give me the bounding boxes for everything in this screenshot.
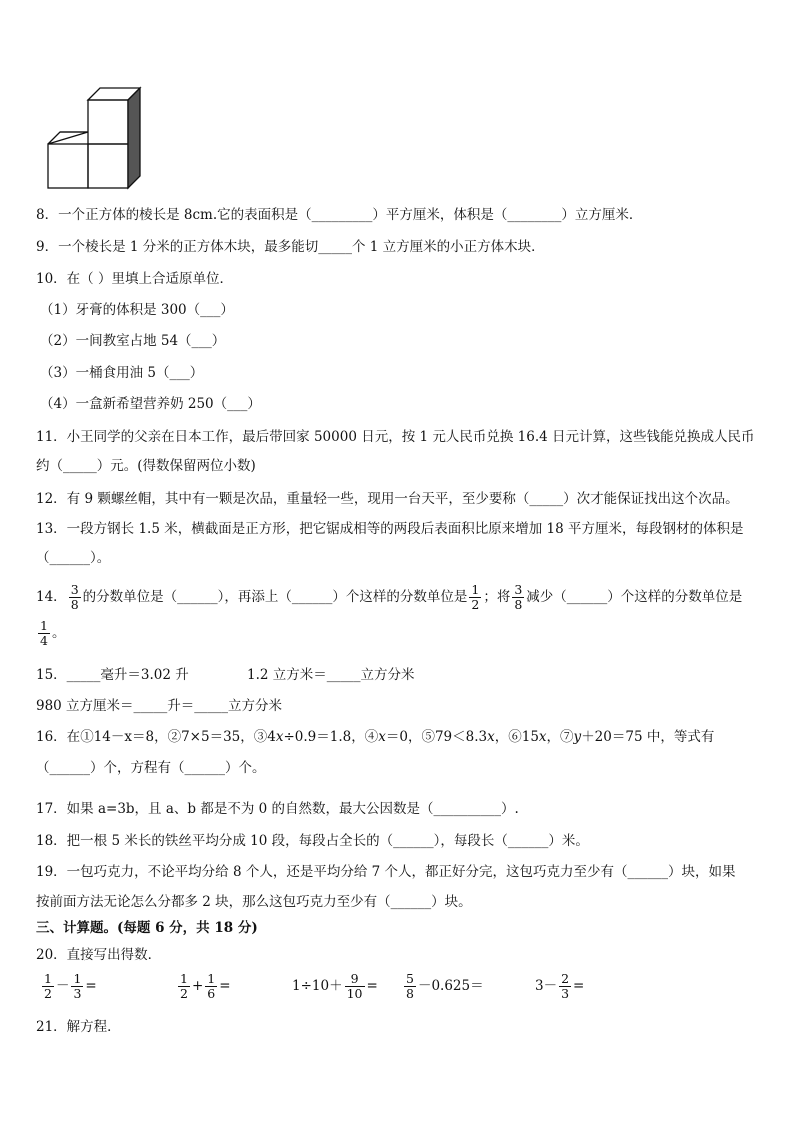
question-16-line1 <box>36 728 714 746</box>
q16-eq5 <box>421 729 508 745</box>
question-10-3: （3）一桶食用油 5（___） <box>40 365 204 381</box>
calc-3 <box>292 972 378 1001</box>
question-10: 10．在（ ）里填上合适原单位． <box>36 271 233 287</box>
q16-eq7-a: ⑦ <box>560 729 574 745</box>
calc-3-eq: = <box>366 978 378 994</box>
question-20: 20．直接写出得数． <box>36 947 162 963</box>
q14-text4: 。 <box>51 625 66 641</box>
question-15-c: 980 立方厘米＝_____升＝_____立方分米 <box>36 698 283 714</box>
q16-eq6-x: x <box>538 729 547 745</box>
question-13-line2: （______）。 <box>36 550 111 566</box>
question-11-line1: 11．小王同学的父亲在日本工作，最后带回家 50000 日元，按 1 元人民币兑换 16.4 日元计算，这些钱能兑换成人民币 <box>36 429 755 445</box>
q16-eq3-x: x <box>275 729 284 745</box>
calc-2-frac-b: $\frac{1}{6}$ <box>207 971 216 1001</box>
calc-5-frac: $\frac{2}{3}$ <box>561 971 570 1001</box>
q16-eq7 <box>560 729 714 745</box>
calc-1-op: － <box>55 978 70 994</box>
q14-text2: ；将 <box>483 589 511 605</box>
fraction-1-2: $\frac{1}{2}$ <box>471 582 480 612</box>
q16-eq1: ①14－x＝8， <box>80 729 168 745</box>
calc-5-eq: = <box>573 978 585 994</box>
q16-eq7-y: y <box>573 729 582 745</box>
calc-2-eq: = <box>219 978 231 994</box>
calc-1 <box>40 972 97 1001</box>
calc-2-frac-a: $\frac{1}{2}$ <box>180 971 188 1001</box>
calc-1-eq: = <box>85 978 97 994</box>
q16-eq4 <box>365 729 422 745</box>
q16-eq3-b: ÷0.9＝1.8， <box>283 729 365 745</box>
fraction-3-8-b: $\frac{3}{8}$ <box>514 582 523 612</box>
cube-stack-figure <box>44 82 144 192</box>
q16-prefix: 16．在 <box>36 729 81 745</box>
q16-eq4-a: ④ <box>364 729 379 745</box>
question-13-line1: 13．一段方钢长 1.5 米，横截面是正方形，把它锯成相等的两段后表面积比原来增加 18 平方厘米，每段钢材的体积是 <box>36 521 744 537</box>
q16-eq6-b: ， <box>546 729 561 745</box>
q16-eq5-b: ， <box>494 729 509 745</box>
question-10-2: （2）一间教室占地 54（___） <box>40 333 226 349</box>
question-14-line2 <box>36 618 65 648</box>
question-8: 8．一个正方体的棱长是 8cm.它的表面积是（_________）平方厘米，体积是（________）立方厘米． <box>36 207 643 223</box>
q16-eq3 <box>254 729 365 745</box>
question-17: 17．如果 a=3b，且 a、b 都是不为 0 的自然数，最大公因数是（__________）. <box>36 801 519 817</box>
calc-5-pre: 3－ <box>535 978 558 994</box>
q16-eq4-x: x <box>378 729 386 745</box>
calc-4-frac: $\frac{5}{8}$ <box>406 971 414 1001</box>
q16-eq5-a: ⑤79＜8.3 <box>421 729 488 745</box>
question-15-a: 15．_____毫升＝3.02 升 <box>36 667 189 683</box>
calc-2-op: + <box>191 978 204 994</box>
calc-2 <box>176 972 231 1001</box>
question-10-4: （4）一盒新希望营养奶 250（___） <box>40 396 261 412</box>
q16-eq6-a: ⑥15 <box>508 729 539 745</box>
calc-1-frac-b: $\frac{1}{3}$ <box>73 971 82 1001</box>
calc-1-frac-a: $\frac{1}{2}$ <box>44 971 52 1001</box>
question-19-line1: 19．一包巧克力，不论平均分给 8 个人，还是平均分给 7 个人，都正好分完，这包巧克力至少有（______）块，如果 <box>36 864 736 880</box>
calc-3-frac: $\frac{9}{10}$ <box>346 971 363 1001</box>
q14-prefix: 14． <box>36 589 67 605</box>
q16-eq4-b: ＝0， <box>385 729 422 745</box>
question-11-line2: 约（_____）元。(得数保留两位小数) <box>36 458 256 474</box>
q16-eq2: ②7×5＝35， <box>167 729 254 745</box>
fraction-1-4: $\frac{1}{4}$ <box>40 618 48 648</box>
fraction-3-8: $\frac{3}{8}$ <box>70 582 79 612</box>
question-19-line2: 按前面方法无论怎么分都多 2 块，那么这包巧克力至少有（______）块。 <box>36 894 472 910</box>
question-18: 18．把一根 5 米长的铁丝平均分成 10 段，每段占全长的（______），每段长（______）米。 <box>36 833 589 849</box>
q14-text1: 的分数单位是（______），再添上（______）个这样的分数单位是 <box>82 589 468 605</box>
question-21: 21．解方程． <box>36 1019 121 1035</box>
question-9: 9．一个棱长是 1 分米的正方体木块，最多能切_____个 1 立方厘米的小正方体木块． <box>36 239 545 255</box>
q14-text3: 减少（______）个这样的分数单位是 <box>526 589 743 605</box>
q16-eq5-x: x <box>487 729 495 745</box>
question-12: 12．有 9 颗螺丝帽，其中有一颗是次品，重量轻一些，现用一台天平，至少要称（_____）次才能保证找出这个次品。 <box>36 491 739 507</box>
calc-5 <box>535 972 584 1001</box>
question-16-line2: （______）个，方程有（______）个。 <box>36 760 266 776</box>
calc-3-pre: 1÷10＋ <box>292 978 343 994</box>
question-10-1: （1）牙膏的体积是 300（___） <box>40 302 234 318</box>
question-15-b: 1.2 立方米＝_____立方分米 <box>247 667 415 683</box>
q16-eq7-b: ＋20＝75 中，等式有 <box>581 729 715 745</box>
calc-4 <box>402 972 484 1001</box>
q16-eq3-a: ③4 <box>253 729 276 745</box>
section-3-heading: 三、计算题。(每题 6 分，共 18 分) <box>36 920 258 936</box>
calc-4-post: －0.625＝ <box>417 978 484 994</box>
question-14 <box>36 582 742 612</box>
q16-eq6 <box>508 729 560 745</box>
